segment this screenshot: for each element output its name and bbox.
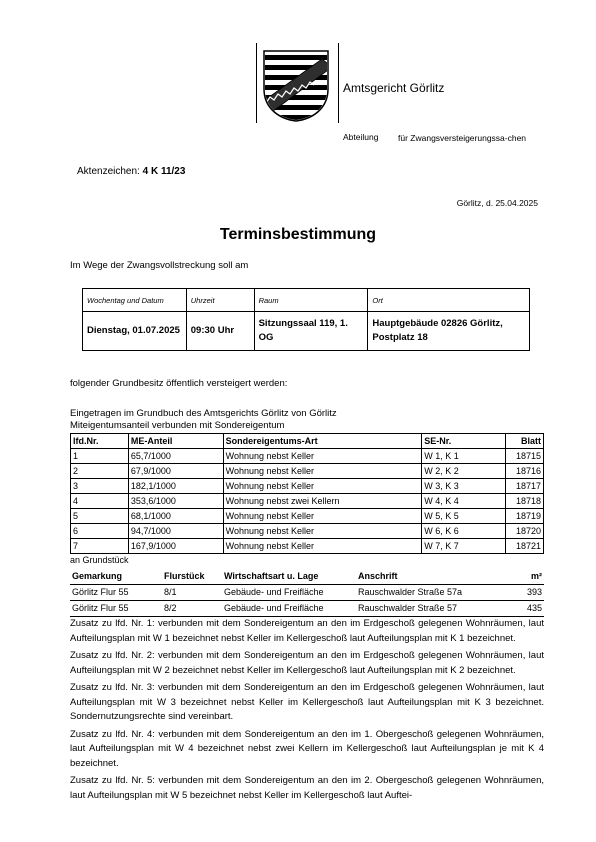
units-table: [70, 433, 544, 554]
units-row: [71, 524, 544, 539]
units-header-cell: SE-Nr.: [422, 434, 506, 449]
units-header-cell: ME-Anteil: [128, 434, 223, 449]
addition-paragraph: Zusatz zu lfd. Nr. 5: verbunden mit dem Sondereigentum an den im 2. Obergeschoß gelegenen Wohnräumen, laut Aufteilungsplan mit W 5 bezeichnet nebst Keller im Kellergeschoß laut Auftei-: [70, 775, 544, 801]
land-row: [70, 601, 544, 617]
units-cell: W 5, K 5: [422, 509, 506, 524]
units-header-row: [71, 434, 544, 449]
land-cell: Rauschwalder Straße 57a: [356, 585, 506, 601]
units-cell: 18718: [506, 494, 544, 509]
units-cell: 18721: [506, 539, 544, 554]
units-row: [71, 509, 544, 524]
units-cell: Wohnung nebst Keller: [223, 539, 422, 554]
land-header-cell: Wirtschaftsart u. Lage: [222, 569, 356, 585]
units-cell: 4: [71, 494, 129, 509]
file-reference-label: Aktenzeichen:: [77, 166, 140, 177]
units-cell: 5: [71, 509, 129, 524]
saxony-coat-of-arms-icon: [262, 49, 330, 123]
units-row: [71, 449, 544, 464]
file-reference: [77, 166, 185, 177]
units-header-cell: Blatt: [506, 434, 544, 449]
appointment-room: Sitzungssaal 119, 1. OG: [254, 312, 368, 351]
addition-paragraph: Zusatz zu lfd. Nr. 2: verbunden mit dem Sondereigentum an den im Erdgeschoß gelegenen Wohnräumen, laut Aufteilungsplan mit W 2 bezeichnet nebst Keller im Kellergeschoß laut Aufteilungsplan mit K 2 bezeichnet.: [70, 650, 544, 676]
additions-section: [70, 617, 544, 806]
units-cell: Wohnung nebst Keller: [223, 524, 422, 539]
land-intro: an Grundstück: [70, 555, 129, 565]
appointment-table: [82, 288, 530, 351]
units-cell: W 2, K 2: [422, 464, 506, 479]
appointment-date: Dienstag, 01.07.2025: [83, 312, 187, 351]
land-register-note: Eingetragen im Grundbuch des Amtsgerichts Görlitz von Görlitz: [70, 408, 337, 419]
units-cell: 18719: [506, 509, 544, 524]
units-cell: 67,9/1000: [128, 464, 223, 479]
units-cell: 167,9/1000: [128, 539, 223, 554]
appointment-value-row: [83, 312, 530, 351]
land-row: [70, 585, 544, 601]
land-cell: 8/2: [162, 601, 222, 617]
appointment-location: Hauptgebäude 02826 Görlitz, Postplatz 18: [368, 312, 530, 351]
land-header-cell: Flurstück: [162, 569, 222, 585]
file-reference-value: 4 K 11/23: [142, 166, 186, 177]
units-cell: 2: [71, 464, 129, 479]
land-cell: Gebäude- und Freifläche: [222, 601, 356, 617]
units-cell: 94,7/1000: [128, 524, 223, 539]
addition-paragraph: Zusatz zu lfd. Nr. 3: verbunden mit dem Sondereigentum an den im Erdgeschoß gelegenen Wohnräumen, laut Aufteilungsplan mit W 3 bezeichnet nebst Keller im Kellergeschoß laut Aufteilungsplan mit K 3 bezeichnet. Sondernutzungsrechte sind vereinbart.: [70, 682, 544, 722]
units-cell: 1: [71, 449, 129, 464]
units-cell: W 7, K 7: [422, 539, 506, 554]
land-header-cell: Anschrift: [356, 569, 506, 585]
intro-text: Im Wege der Zwangsvollstreckung soll am: [70, 260, 249, 271]
court-name: Amtsgericht Görlitz: [343, 81, 445, 95]
page-title: Terminsbestimmung: [219, 226, 377, 243]
units-cell: Wohnung nebst Keller: [223, 449, 422, 464]
units-row: [71, 464, 544, 479]
land-cell: Rauschwalder Straße 57: [356, 601, 506, 617]
units-cell: 65,7/1000: [128, 449, 223, 464]
appointment-header-cell: Raum: [254, 289, 368, 312]
units-cell: 18720: [506, 524, 544, 539]
units-row: [71, 479, 544, 494]
units-cell: 18716: [506, 464, 544, 479]
header-divider-right: [338, 43, 339, 123]
land-cell: 435: [506, 601, 544, 617]
units-cell: W 1, K 1: [422, 449, 506, 464]
header-divider-left: [256, 43, 257, 123]
units-cell: Wohnung nebst zwei Kellern: [223, 494, 422, 509]
units-header-cell: Sondereigentums-Art: [223, 434, 422, 449]
units-cell: 182,1/1000: [128, 479, 223, 494]
units-header-cell: lfd.Nr.: [71, 434, 129, 449]
co-ownership-note: Miteigentumsanteil verbunden mit Sondereigentum: [70, 420, 285, 431]
land-cell: Gebäude- und Freifläche: [222, 585, 356, 601]
addition-paragraph: Zusatz zu lfd. Nr. 1: verbunden mit dem Sondereigentum an den im Erdgeschoß gelegenen Wohnräumen, laut Aufteilungsplan mit W 1 bezeichnet nebst Keller im Kellergeschoß laut Aufteilungsplan mit K 1 bezeichnet.: [70, 618, 544, 644]
appointment-header-cell: Ort: [368, 289, 530, 312]
land-header-cell: m²: [506, 569, 544, 585]
units-cell: Wohnung nebst Keller: [223, 509, 422, 524]
department-label: Abteilung: [343, 132, 379, 142]
land-header-row: [70, 569, 544, 585]
units-cell: Wohnung nebst Keller: [223, 479, 422, 494]
units-cell: W 4, K 4: [422, 494, 506, 509]
units-cell: 68,1/1000: [128, 509, 223, 524]
place-date: Görlitz, d. 25.04.2025: [456, 198, 538, 208]
land-header-cell: Gemarkung: [70, 569, 162, 585]
land-cell: Görlitz Flur 55: [70, 601, 162, 617]
units-cell: 353,6/1000: [128, 494, 223, 509]
units-row: [71, 539, 544, 554]
units-cell: 18717: [506, 479, 544, 494]
units-cell: W 6, K 6: [422, 524, 506, 539]
units-cell: 3: [71, 479, 129, 494]
units-cell: 6: [71, 524, 129, 539]
land-cell: 393: [506, 585, 544, 601]
department-value: für Zwangsversteigerungssa-chen: [398, 133, 527, 143]
land-table: [70, 569, 544, 617]
units-cell: 18715: [506, 449, 544, 464]
appointment-header-row: [83, 289, 530, 312]
land-cell: Görlitz Flur 55: [70, 585, 162, 601]
units-cell: 7: [71, 539, 129, 554]
land-cell: 8/1: [162, 585, 222, 601]
units-cell: W 3, K 3: [422, 479, 506, 494]
addition-paragraph: Zusatz zu lfd. Nr. 4: verbunden mit dem Sondereigentum an den im 1. Obergeschoß gelegenen Wohnräumen, laut Aufteilungsplan mit W 4 bezeichnet nebst zwei Kellern im Kellergeschoß laut Aufteilungsplan je mit K 4 bezeichnet.: [70, 728, 544, 769]
units-row: [71, 494, 544, 509]
appointment-header-cell: Uhrzeit: [186, 289, 254, 312]
units-cell: Wohnung nebst Keller: [223, 464, 422, 479]
property-intro: folgender Grundbesitz öffentlich versteigert werden:: [70, 378, 288, 389]
appointment-header-cell: Wochentag und Datum: [83, 289, 187, 312]
appointment-time: 09:30 Uhr: [186, 312, 254, 351]
